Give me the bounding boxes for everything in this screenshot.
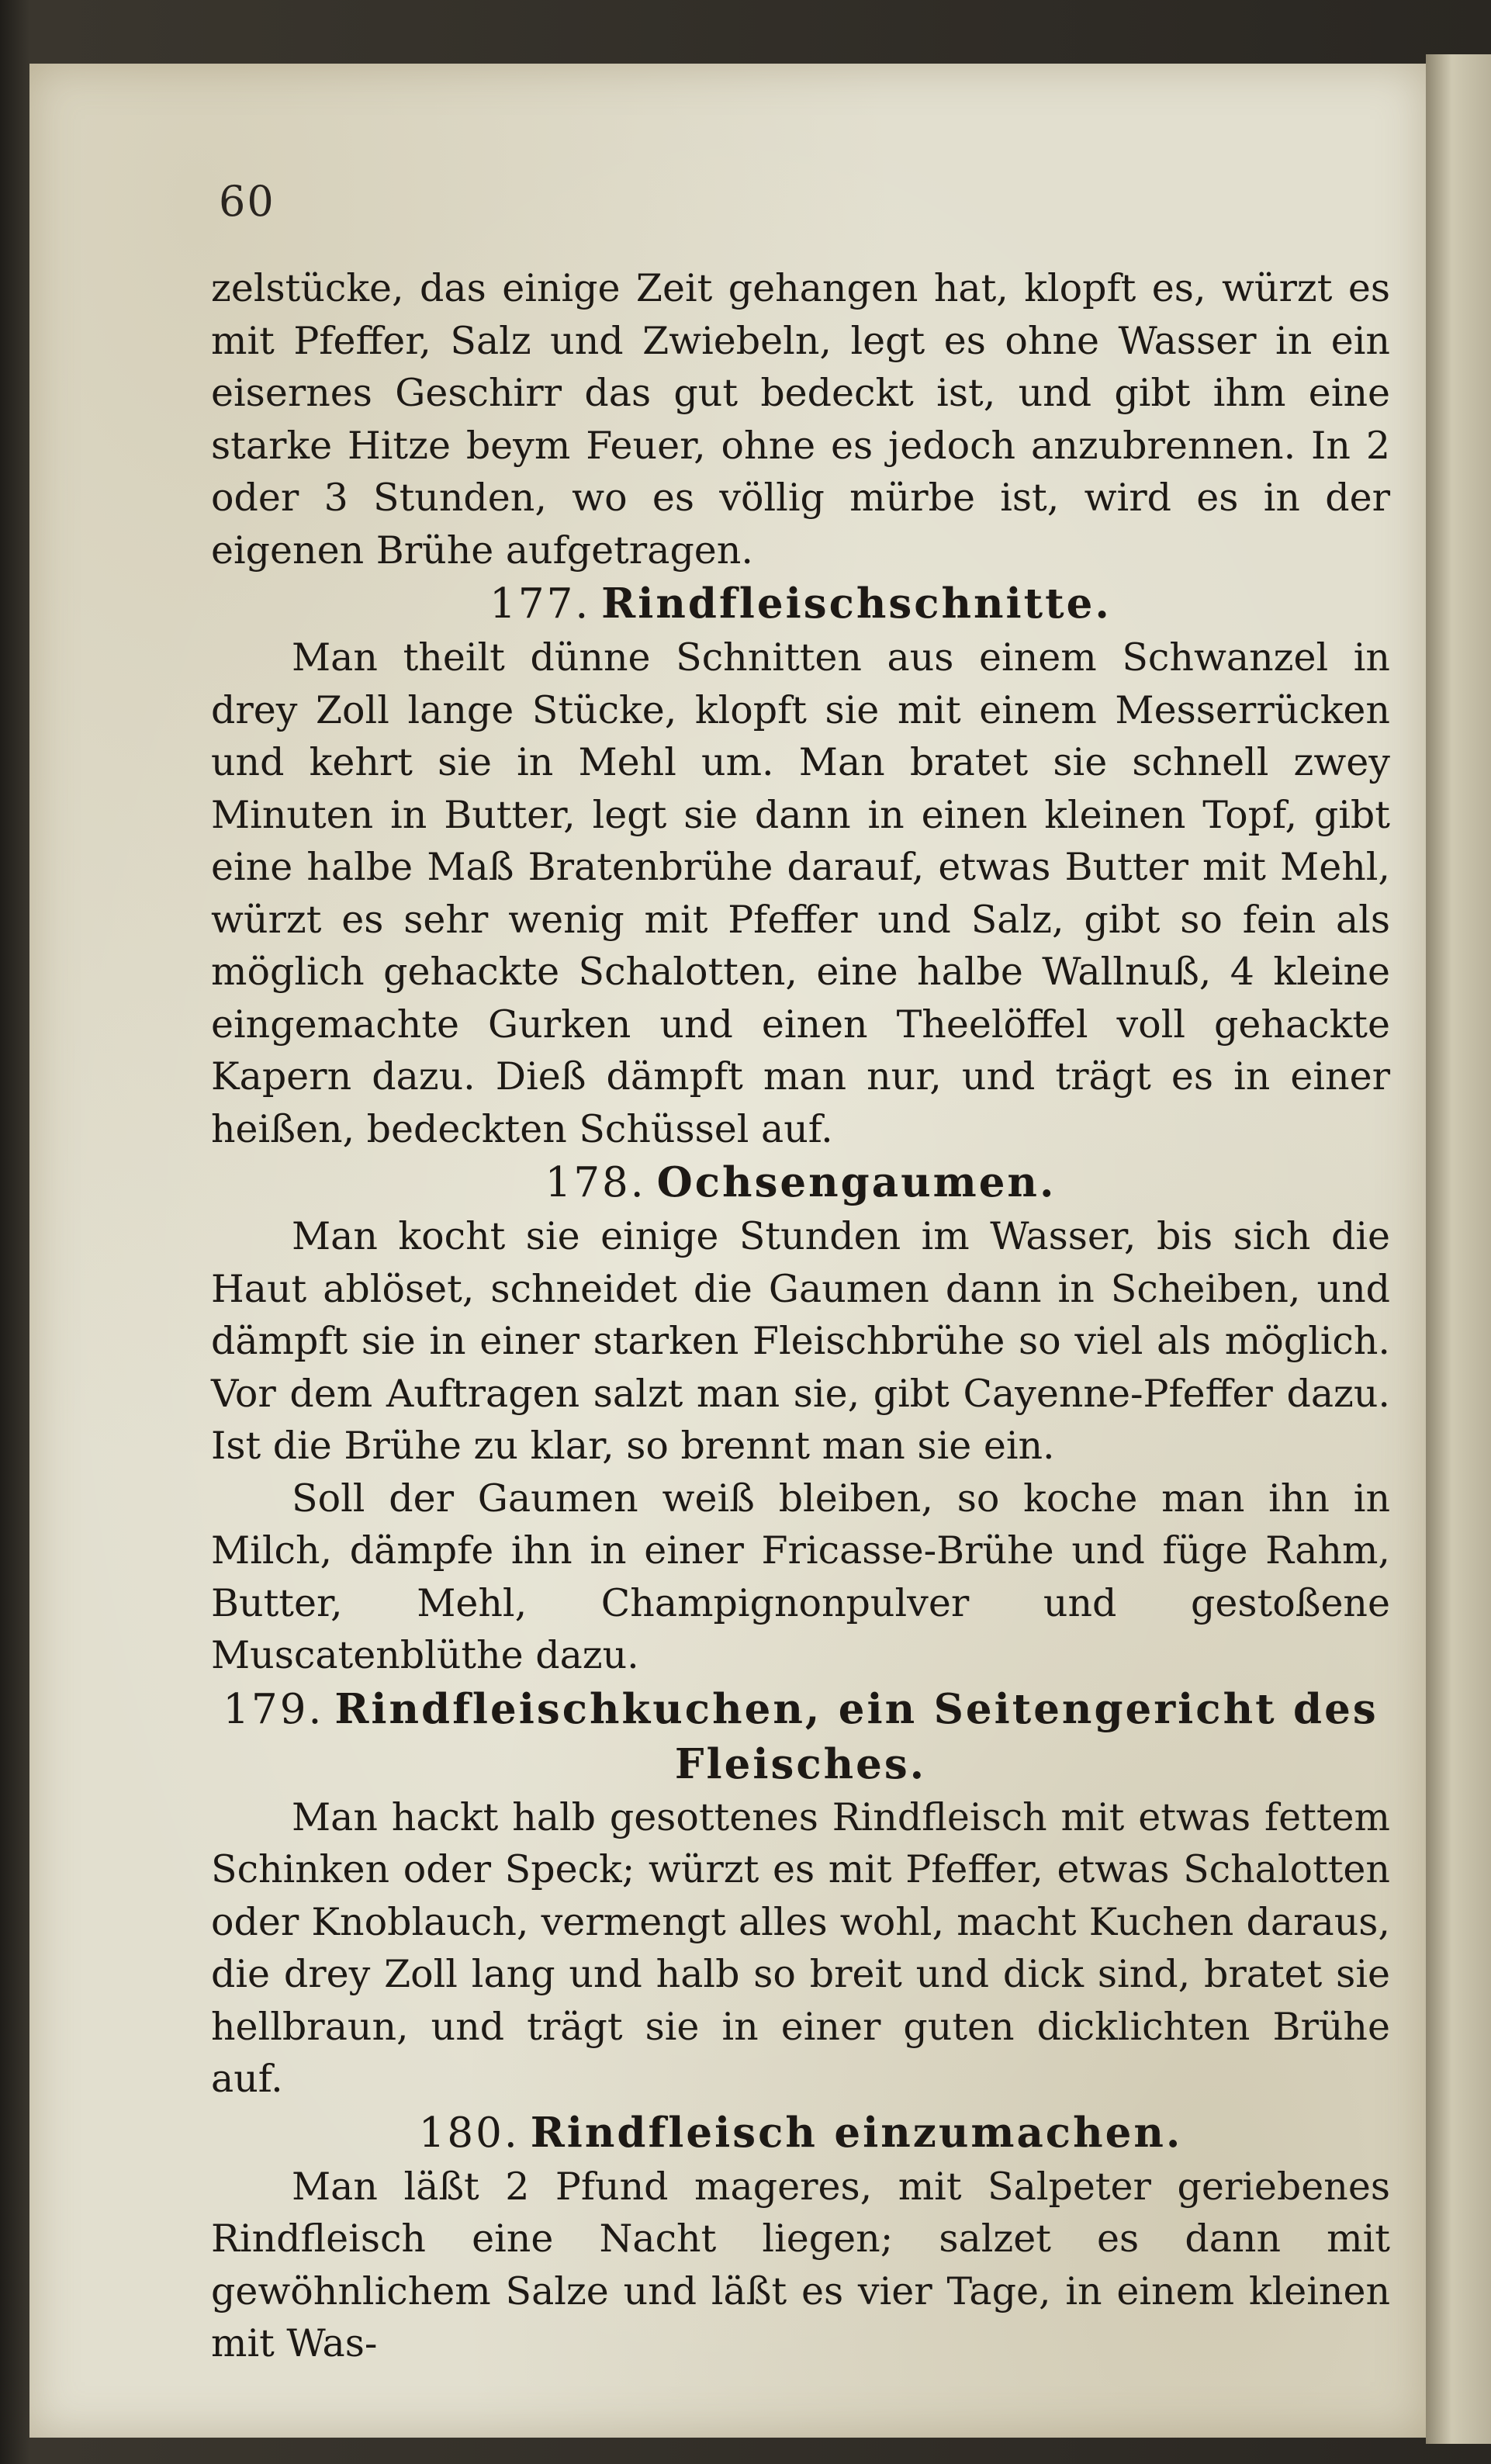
recipe-title: Ochsengaumen. [656,1158,1057,1206]
facing-page-edge [1426,54,1491,2444]
recipe-paragraph: Man läßt 2 Pfund mageres, mit Salpeter geriebenes Rindfleisch eine Nacht liegen; salzet es dann mit gewöhnlichem Salze und läßt es vier Tage, in einem kleinen mit Was- [211,2164,1390,2365]
recipe-paragraph: Soll der Gaumen weiß bleiben, so koche man ihn in Milch, dämpfe ihn in einer Fricasse-Brühe und füge Rahm, Butter, Mehl, Champignonpulver und gestoßene Muscatenblüthe dazu. [211,1476,1390,1677]
recipe-heading-180 [211,2106,1390,2161]
recipe-heading-178 [211,1155,1390,1210]
recipe-number: 178. [545,1159,646,1206]
recipe-heading-177 [211,576,1390,632]
page-number: 60 [219,177,275,226]
recipe-number: 180. [418,2109,520,2157]
recipe-title: Rindfleischkuchen, ein Seitengericht des Fleisches. [334,1684,1379,1788]
paragraph-continued: zelstücke, das einige Zeit gehangen hat, klopft es, würzt es mit Pfeffer, Salz und Zwiebeln, legt es ohne Wasser in ein eisernes Geschirr das gut bedeckt ist, und gibt ihm eine starke Hitze beym Feuer, ohne es jedoch anzubrennen. In 2 oder 3 Stunden, wo es völlig mürbe ist, wird es in der eigenen Brühe aufgetragen. [211,266,1390,573]
recipe-number: 177. [490,580,591,628]
recipe-paragraph: Man hackt halb gesottenes Rindfleisch mit etwas fettem Schinken oder Speck; würzt es mit Pfeffer, etwas Schalotten oder Knoblauch, vermengt alles wohl, macht Kuchen daraus, die drey Zoll lang und halb so breit und dick sind, bratet sie hellbraun, und trägt sie in einer guten dicklichten Brühe auf. [211,1794,1390,2101]
recipe-number: 179. [223,1685,324,1733]
recipe-title: Rindfleischschnitte. [601,580,1112,628]
recipe-paragraph: Man theilt dünne Schnitten aus einem Schwanzel in drey Zoll lange Stücke, klopft sie mit einem Messerrücken und kehrt sie in Mehl um. Man bratet sie schnell zwey Minuten in Butter, legt sie dann in einen kleinen Topf, gibt eine halbe Maß Bratenbrühe darauf, etwas Butter mit Mehl, würzt es sehr wenig mit Pfeffer und Salz, gibt so fein als möglich gehackte Schalotten, eine halbe Wallnuß, 4 kleine eingemachte Gurken und einen Theelöffel voll gehackte Kapern dazu. Dieß dämpft man nur, und trägt es in einer heißen, bedeckten Schüssel auf. [211,635,1390,1151]
recipe-heading-179 [211,1682,1390,1791]
recipe-title: Rindfleisch einzumachen. [530,2108,1183,2157]
page-body [211,262,1390,2370]
recipe-paragraph: Man kocht sie einige Stunden im Wasser, bis sich die Haut ablöset, schneidet die Gaumen dann in Scheiben, und dämpft sie in einer starken Fleischbrühe so viel als möglich. Vor dem Auftragen salzt man sie, gibt Cayenne-Pfeffer dazu. Ist die Brühe zu klar, so brennt man sie ein. [211,1214,1390,1468]
